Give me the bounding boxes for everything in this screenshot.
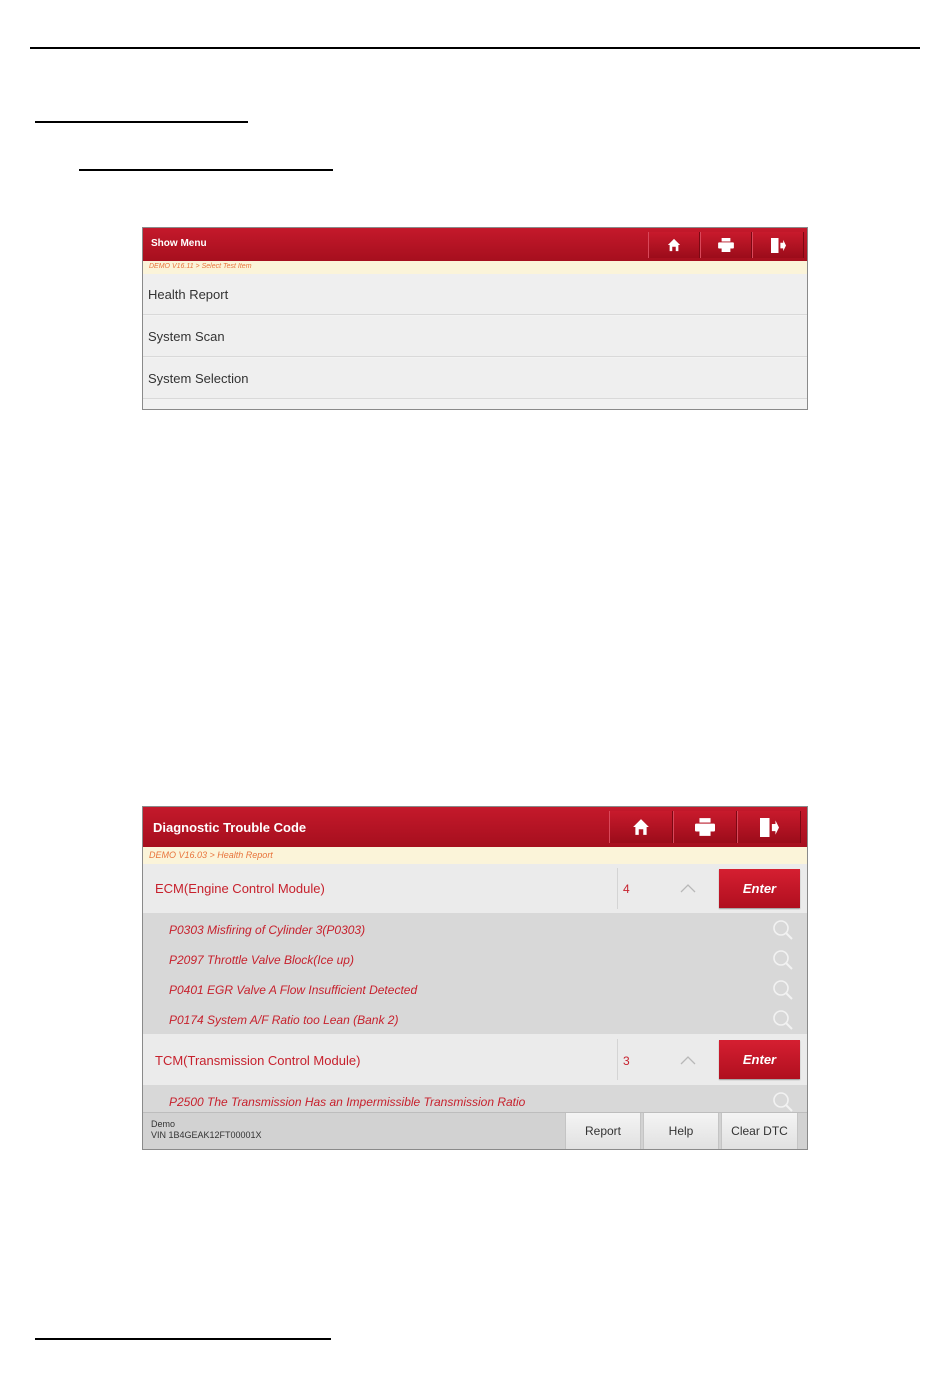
dtc-item: P0174 System A/F Ratio too Lean (Bank 2) <box>169 1013 399 1027</box>
vehicle-info <box>151 1119 262 1141</box>
dtc-item: P0401 EGR Valve A Flow Insufficient Detected <box>169 983 418 997</box>
column-divider <box>617 1039 618 1080</box>
search-icon[interactable] <box>772 949 794 971</box>
column-divider <box>617 868 618 909</box>
exit-icon <box>760 818 779 837</box>
menu-item-system-scan[interactable]: System Scan <box>143 316 807 357</box>
page-title: Show Menu <box>151 238 207 249</box>
menu-item-health-report[interactable]: Health Report <box>143 274 807 315</box>
menu-item-system-selection[interactable]: System Selection <box>143 358 807 399</box>
dtc-list-tcm <box>143 1085 807 1113</box>
page-title: Diagnostic Trouble Code <box>153 820 307 835</box>
module-name: ECM(Engine Control Module) <box>155 881 325 896</box>
exit-button[interactable] <box>752 232 804 258</box>
home-icon <box>667 238 681 252</box>
print-icon <box>695 818 715 836</box>
chevron-up-icon[interactable] <box>680 884 696 893</box>
footer-rule <box>35 1338 331 1340</box>
search-icon[interactable] <box>772 919 794 941</box>
home-button[interactable] <box>609 811 673 843</box>
dtc-list-ecm <box>143 913 807 1034</box>
dtc-item: P2097 Throttle Valve Block(Ice up) <box>169 953 354 967</box>
report-button[interactable]: Report <box>565 1113 641 1149</box>
dtc-item: P2500 The Transmission Has an Impermissible Transmission Ratio <box>169 1095 526 1109</box>
bottom-bar <box>143 1112 807 1149</box>
print-button[interactable] <box>700 232 752 258</box>
header-rule <box>30 47 920 49</box>
title-bar <box>143 228 807 261</box>
help-button[interactable]: Help <box>643 1113 719 1149</box>
dtc-item: P0303 Misfiring of Cylinder 3(P0303) <box>169 923 366 937</box>
vin-text: VIN 1B4GEAK12FT00001X <box>151 1130 262 1140</box>
enter-button[interactable]: Enter <box>719 1040 800 1079</box>
show-menu-screenshot <box>142 227 808 410</box>
breadcrumb <box>143 261 807 274</box>
exit-button[interactable] <box>737 811 801 843</box>
vehicle-name: Demo <box>151 1119 176 1129</box>
module-name: TCM(Transmission Control Module) <box>155 1053 361 1068</box>
search-icon[interactable] <box>772 1009 794 1031</box>
chevron-up-icon[interactable] <box>680 1056 696 1065</box>
search-icon[interactable] <box>772 979 794 1001</box>
clear-dtc-button[interactable]: Clear DTC <box>721 1113 798 1149</box>
exit-icon <box>771 238 786 253</box>
home-icon <box>632 818 650 836</box>
dtc-count: 3 <box>623 1054 630 1068</box>
heading-underline-2 <box>79 169 333 171</box>
print-button[interactable] <box>673 811 737 843</box>
dtc-count: 4 <box>623 882 630 896</box>
breadcrumb-text: DEMO V16.11 > Select Test Item <box>149 263 252 270</box>
breadcrumb <box>143 847 807 864</box>
module-row-tcm[interactable] <box>143 1034 807 1086</box>
home-button[interactable] <box>648 232 700 258</box>
enter-button[interactable]: Enter <box>719 869 800 908</box>
breadcrumb-text: DEMO V16.03 > Health Report <box>149 850 273 860</box>
heading-underline-1 <box>35 121 248 123</box>
title-bar <box>143 807 807 847</box>
print-icon <box>718 238 734 252</box>
search-icon[interactable] <box>772 1091 794 1113</box>
dtc-screenshot <box>142 806 808 1150</box>
module-row-ecm[interactable] <box>143 864 807 914</box>
